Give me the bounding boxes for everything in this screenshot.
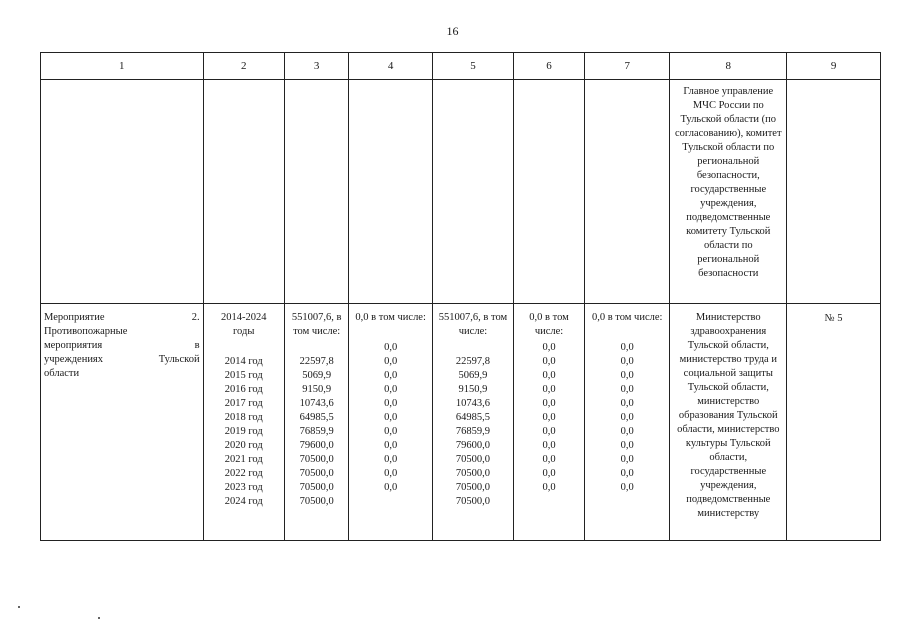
values-list (349, 341, 431, 495)
value: 0,0 (384, 398, 398, 409)
year-label: 2024 год (224, 496, 263, 507)
value: 0,0 (542, 370, 556, 381)
value: 9150,9 (302, 384, 332, 395)
value: 64985,5 (455, 412, 491, 423)
col-header: 2 (203, 53, 284, 80)
cell-head-text: 0,0 в том числе: (529, 312, 569, 337)
value: 0,0 (384, 356, 398, 367)
federal-budget-cell (349, 304, 432, 541)
municipal-budget-cell (514, 304, 585, 541)
value: 0,0 (620, 454, 634, 465)
cell-head-text: 551007,6, в том числе: (291, 312, 342, 337)
value: 70500,0 (299, 454, 334, 465)
value: 10743,6 (299, 398, 334, 409)
col-header: 9 (787, 53, 881, 80)
col-header: 7 (584, 53, 669, 80)
year-label: 2014 год (224, 356, 263, 367)
empty-cell (349, 80, 432, 304)
empty-cell (41, 80, 204, 304)
value: 0,0 (620, 482, 634, 493)
year-label: 2016 год (224, 384, 263, 395)
cell-head-text: 551007,6, в том числе: (438, 312, 508, 337)
values-list (285, 355, 349, 509)
values-list (514, 341, 584, 495)
value: 0,0 (542, 398, 556, 409)
value: 70500,0 (299, 496, 334, 507)
value: 0,0 (542, 412, 556, 423)
value: 70500,0 (455, 468, 491, 479)
col-header: 1 (41, 53, 204, 80)
col-header: 8 (670, 53, 787, 80)
year-label: 2018 год (224, 412, 263, 423)
value: 0,0 (620, 370, 634, 381)
executors-cell: Министерство здравоохранения Тульской области, министерство труда и социальной защиты Тульской области, министерство образования Тульской области, министерство культуры Тульской области, государственные учреждения, подведомственные министерству (670, 304, 787, 541)
measure-line: мероприятия в (44, 340, 200, 351)
value: 76859,9 (299, 426, 334, 437)
value: 0,0 (384, 482, 398, 493)
empty-cell (787, 80, 881, 304)
col-header: 3 (284, 53, 349, 80)
program-table (40, 52, 881, 541)
value: 0,0 (620, 342, 634, 353)
year-label: 2020 год (224, 440, 263, 451)
value: 0,0 (542, 454, 556, 465)
page-number: 16 (446, 24, 459, 38)
year-label: 2015 год (224, 370, 263, 381)
total-cell (284, 304, 349, 541)
year-label: 2017 год (224, 398, 263, 409)
value: 9150,9 (458, 384, 488, 395)
value: 0,0 (542, 356, 556, 367)
value: 70500,0 (455, 482, 491, 493)
empty-cell (584, 80, 669, 304)
year-label: 2019 год (224, 426, 263, 437)
empty-cell (203, 80, 284, 304)
value: 70500,0 (455, 454, 491, 465)
value: 0,0 (542, 384, 556, 395)
value: 0,0 (542, 468, 556, 479)
year-label: 2023 год (224, 482, 263, 493)
value: 0,0 (620, 468, 634, 479)
cell-head-text: 0,0 в том числе: (355, 312, 426, 323)
year-label: 2021 год (224, 454, 263, 465)
value: 79600,0 (455, 440, 491, 451)
value: 0,0 (384, 342, 398, 353)
value: 0,0 (620, 384, 634, 395)
value: 0,0 (384, 426, 398, 437)
value: 22597,8 (299, 356, 334, 367)
period-cell (203, 304, 284, 541)
value: 0,0 (620, 412, 634, 423)
empty-cell (284, 80, 349, 304)
value: 79600,0 (299, 440, 334, 451)
scan-artifact (18, 606, 20, 608)
value: 0,0 (542, 342, 556, 353)
value: 76859,9 (455, 426, 491, 437)
executors-cell: Главное управление МЧС России по Тульской области (по согласованию), комитет Тульской области по региональной безопасности, государственные учреждения, подведомственные комитету Тульской области по региональной безопасности (670, 80, 787, 304)
value: 22597,8 (455, 356, 491, 367)
value: 0,0 (620, 356, 634, 367)
col-header: 5 (432, 53, 513, 80)
extrabudgetary-cell (584, 304, 669, 541)
value: 0,0 (620, 426, 634, 437)
measure-line: Мероприятие 2. (44, 312, 200, 323)
value: 0,0 (384, 412, 398, 423)
value: 0,0 (384, 440, 398, 451)
column-header-row (41, 53, 881, 80)
measure-name-cell (41, 304, 204, 541)
empty-cell (514, 80, 585, 304)
measure-line: учреждениях Тульской (44, 354, 200, 365)
value: 0,0 (384, 468, 398, 479)
value: 0,0 (542, 482, 556, 493)
value: 64985,5 (299, 412, 334, 423)
value: 10743,6 (455, 398, 491, 409)
measure-line: Противопожарные (44, 326, 128, 337)
value: 0,0 (620, 440, 634, 451)
table-row (41, 80, 881, 304)
value: 70500,0 (455, 496, 491, 507)
value: 5069,9 (458, 370, 488, 381)
col-header: 6 (514, 53, 585, 80)
years-list (204, 355, 284, 509)
value: 0,0 (620, 398, 634, 409)
col-header: 4 (349, 53, 432, 80)
value: 0,0 (384, 384, 398, 395)
values-list (585, 341, 669, 495)
cell-head-text: 0,0 в том числе: (591, 312, 663, 323)
value: 0,0 (542, 426, 556, 437)
value: 70500,0 (299, 468, 334, 479)
empty-cell (432, 80, 513, 304)
table-row (41, 304, 881, 541)
value: 0,0 (384, 454, 398, 465)
value: 70500,0 (299, 482, 334, 493)
value: 5069,9 (302, 370, 332, 381)
period-text: 2014-2024 годы (220, 312, 267, 337)
values-list (433, 355, 513, 509)
regional-budget-cell (432, 304, 513, 541)
scan-artifact (98, 617, 100, 619)
measure-line: области (44, 368, 80, 379)
value: 0,0 (542, 440, 556, 451)
value: 0,0 (384, 370, 398, 381)
indicator-number-cell: № 5 (787, 304, 881, 541)
year-label: 2022 год (224, 468, 263, 479)
